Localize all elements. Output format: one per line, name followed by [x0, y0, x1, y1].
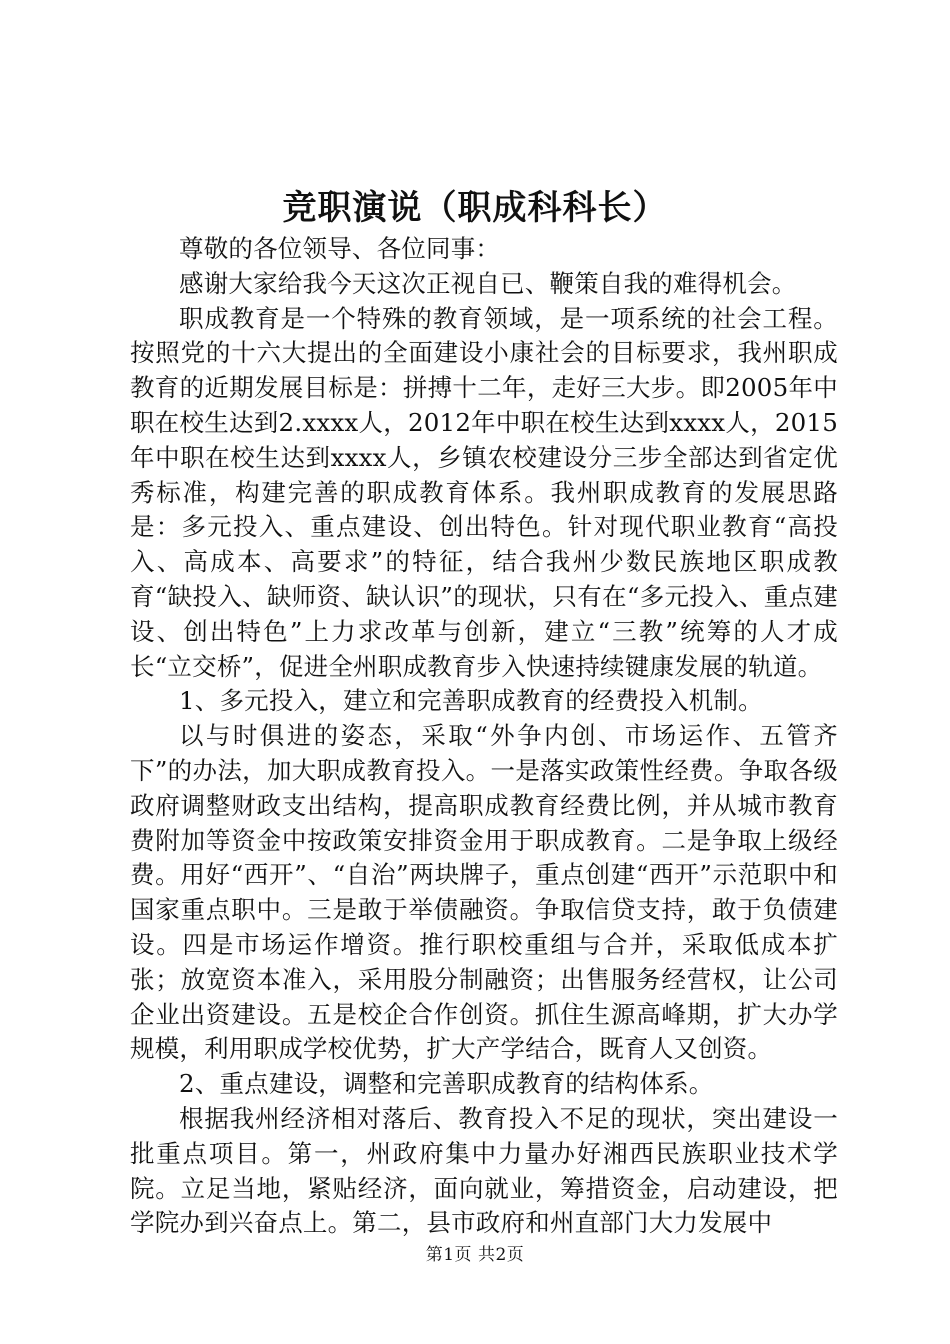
- thanks-paragraph: 感谢大家给我今天这次正视自已、鞭策自我的难得机会。: [179, 268, 797, 298]
- document-title: 竞职演说（职成科科长）: [282, 188, 668, 228]
- salutation-paragraph: 尊敬的各位领导、各位同事：: [179, 234, 501, 263]
- section-heading: 2、重点建设，调整和完善职成教育的结构体系。: [179, 1069, 714, 1099]
- body-paragraph: 职成教育是一个特殊的教育领域，是一项系统的社会工程。按照党的十六大提出的全面建设小康社会的目标要求，我州职成教育的近期发展目标是：拼搏十二年，走好三大步。即2005年中职在校生达到2.xxxx人，2012年中职在校生达到xxxx人，2015年中职在校生达到xxxx人，乡镇农校建设分三步全部达到省定优秀标准，构建完善的职成教育体系。我州职成教育的发展思路是：多元投入、重点建设、创出特色。针对现代职业教育“高投入、高成本、高要求”的特征，结合我州少数民族地区职成教育“缺投入、缺师资、缺认识”的现状，只有在“多元投入、重点建设、创出特色”上力求改革与创新，建立“三教”统筹的人才成长“立交桥”，促进全州职成教育步入快速持续键康发展的轨道。: [130, 303, 838, 681]
- body-paragraph: 根据我州经济相对落后、教育投入不足的现状，突出建设一批重点项目。第一，州政府集中力量办好湘西民族职业技术学院。立足当地，紧贴经济，面向就业，筹措资金，启动建设，把学院办到兴奋点上。第二，县市政府和州直部门大力发展中: [130, 1103, 838, 1238]
- document-body: [130, 232, 838, 1241]
- body-paragraph: 以与时俱进的姿态，采取“外争内创、市场运作、五管齐下”的办法，加大职成教育投入。一是落实政策性经费。争取各级政府调整财政支出结构，提高职成教育经费比例，并从城市教育费附加等资金中按政策安排资金用于职成教育。二是争取上级经费。用好“西开”、“自治”两块牌子，重点创建“西开”示范职中和国家重点职中。三是敢于举债融资。争取信贷支持，敢于负债建设。四是市场运作增资。推行职校重组与合并，采取低成本扩张；放宽资本准入，采用股分制融资；出售服务经营权，让公司企业出资建设。五是校企合作创资。抓住生源高峰期，扩大办学规模，利用职成学校优势，扩大产学结合，既育人又创资。: [130, 721, 838, 1064]
- page-number-footer: 第1页 共2页: [425, 1245, 525, 1265]
- section-heading: 1、多元投入，建立和完善职成教育的经费投入机制。: [179, 686, 763, 716]
